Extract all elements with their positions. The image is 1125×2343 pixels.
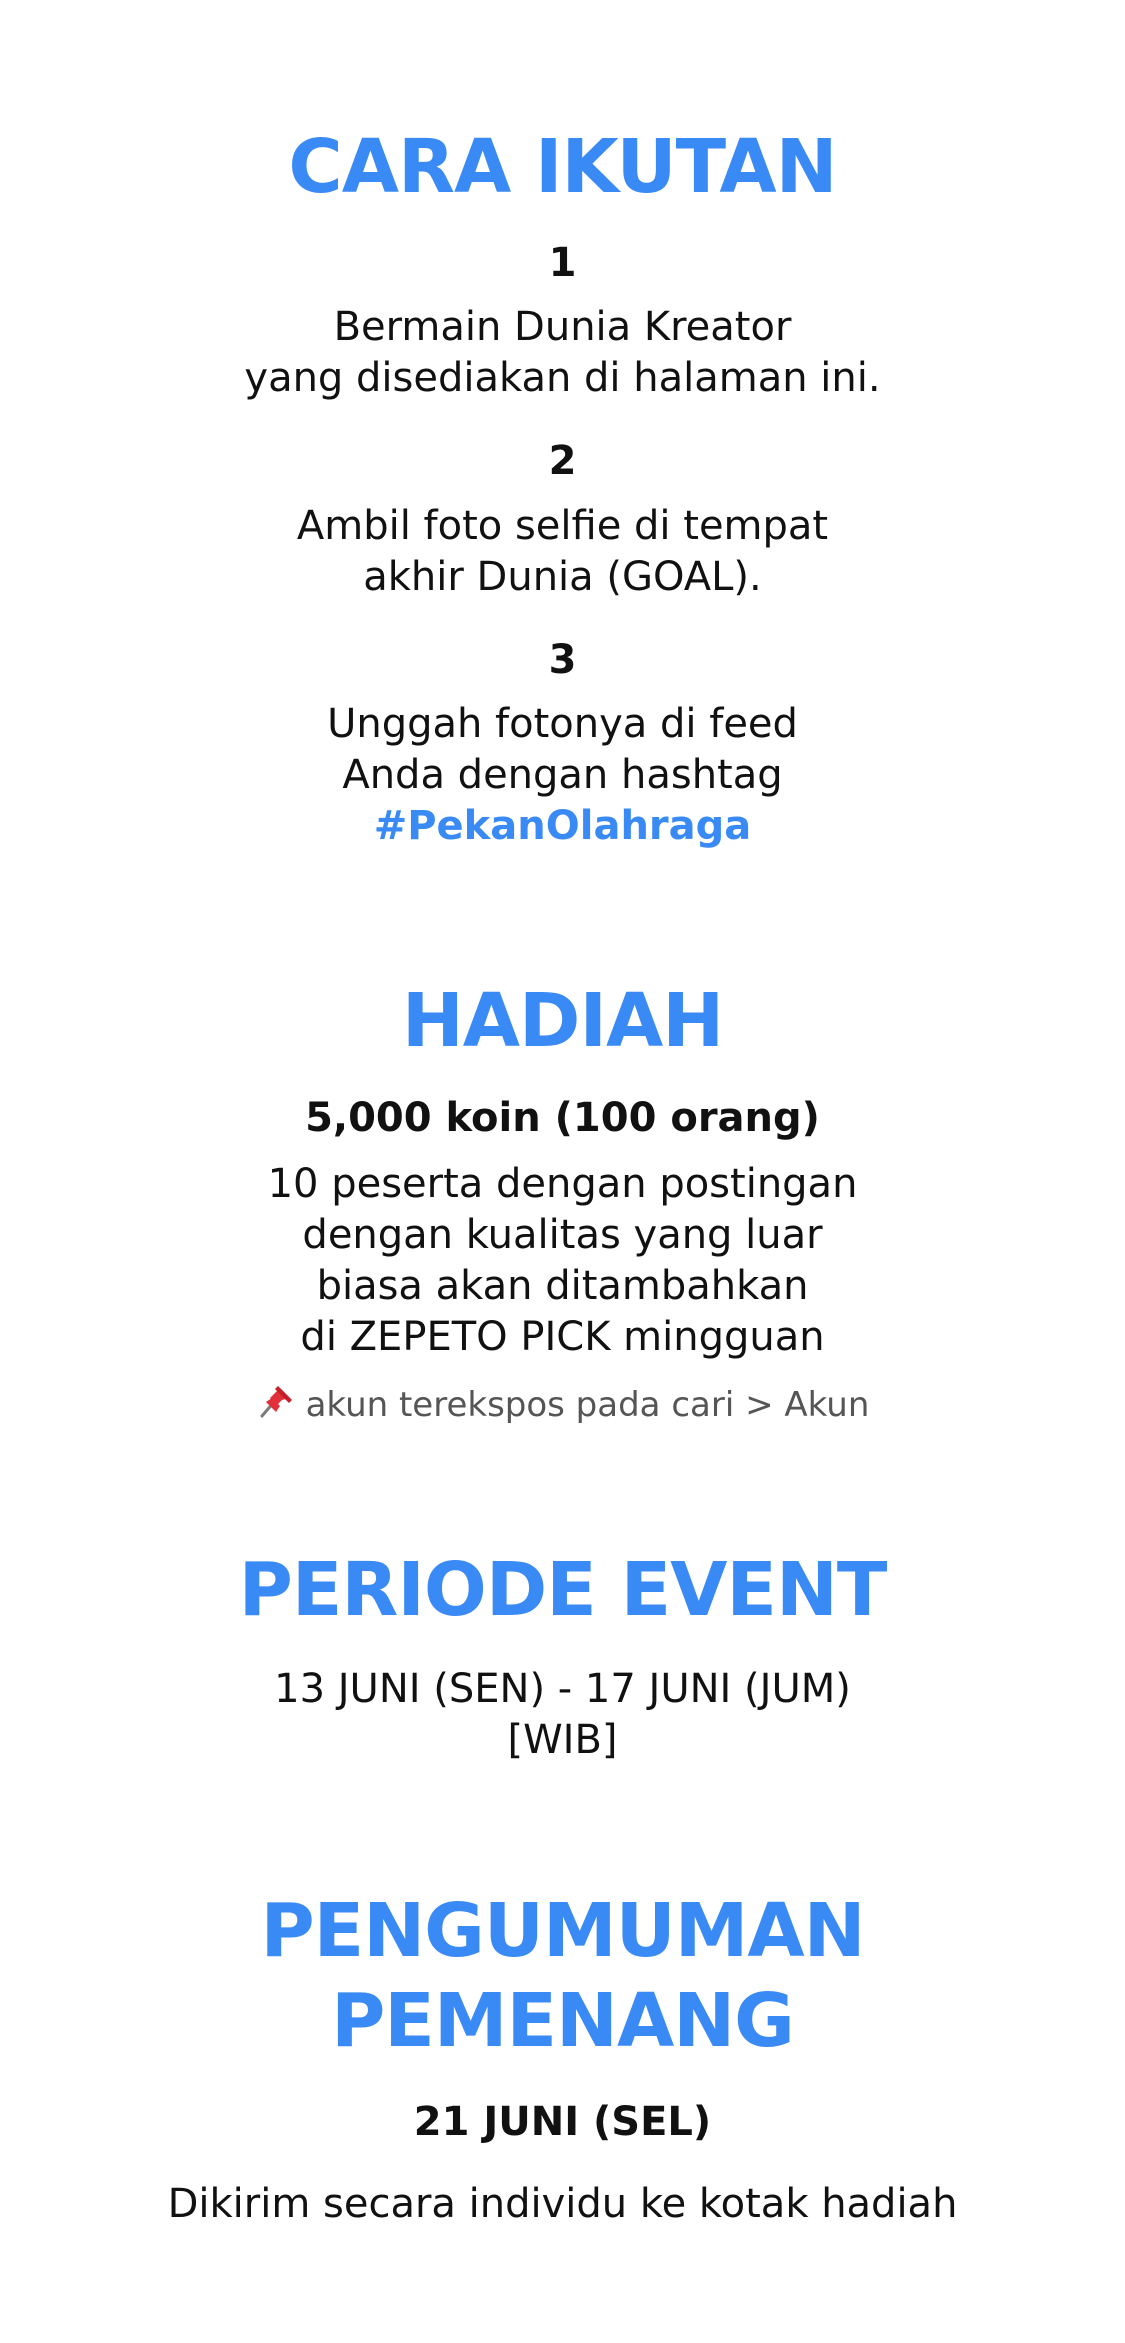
period-title: PERIODE EVENT [238,1547,887,1633]
prize-line-1: 10 peserta dengan postingan [267,1161,858,1207]
winner-title-line-2: PEMENANG [331,1978,794,2064]
prize-description [0,1159,1125,1363]
step-1-line-1: Bermain Dunia Kreator [333,304,792,350]
how-to-title: CARA IKUTAN [288,124,837,210]
step-2-number: 2 [548,438,577,484]
step-2-line-2: akhir Dunia (GOAL). [363,554,762,600]
step-3-line-1: Unggah fotonya di feed [327,701,798,747]
step-3-line-2: Anda dengan hashtag [342,752,783,798]
winner-description: Dikirim secara individu ke kotak hadiah [167,2181,958,2227]
winner-title [0,1886,1125,2066]
period-text [0,1664,1125,1766]
period-dates: 13 JUNI (SEN) - 17 JUNI (JUM) [274,1666,851,1712]
prize-note [0,1380,1125,1427]
prize-headline: 5,000 koin (100 orang) [305,1095,820,1141]
step-2-text [0,501,1125,603]
step-1-line-2: yang disediakan di halaman ini. [244,355,881,401]
hashtag-link[interactable]: #PekanOlahraga [373,803,752,849]
prize-line-3: biasa akan ditambahkan [316,1263,809,1309]
step-1-number: 1 [548,240,577,286]
step-2-line-1: Ambil foto selfie di tempat [296,503,829,549]
prize-note-text: akun terekspos pada cari > Akun [305,1385,870,1425]
prize-line-4: di ZEPETO PICK mingguan [300,1314,825,1360]
step-3-text [0,699,1125,852]
prize-line-2: dengan kualitas yang luar [302,1212,823,1258]
step-3-number: 3 [548,637,577,683]
period-timezone: [WIB] [507,1717,618,1763]
winner-date: 21 JUNI (SEL) [413,2099,712,2145]
prize-title: HADIAH [401,978,724,1064]
step-1-text [0,302,1125,404]
winner-title-line-1: PENGUMUMAN [260,1888,865,1974]
pushpin-icon [256,1380,296,1420]
